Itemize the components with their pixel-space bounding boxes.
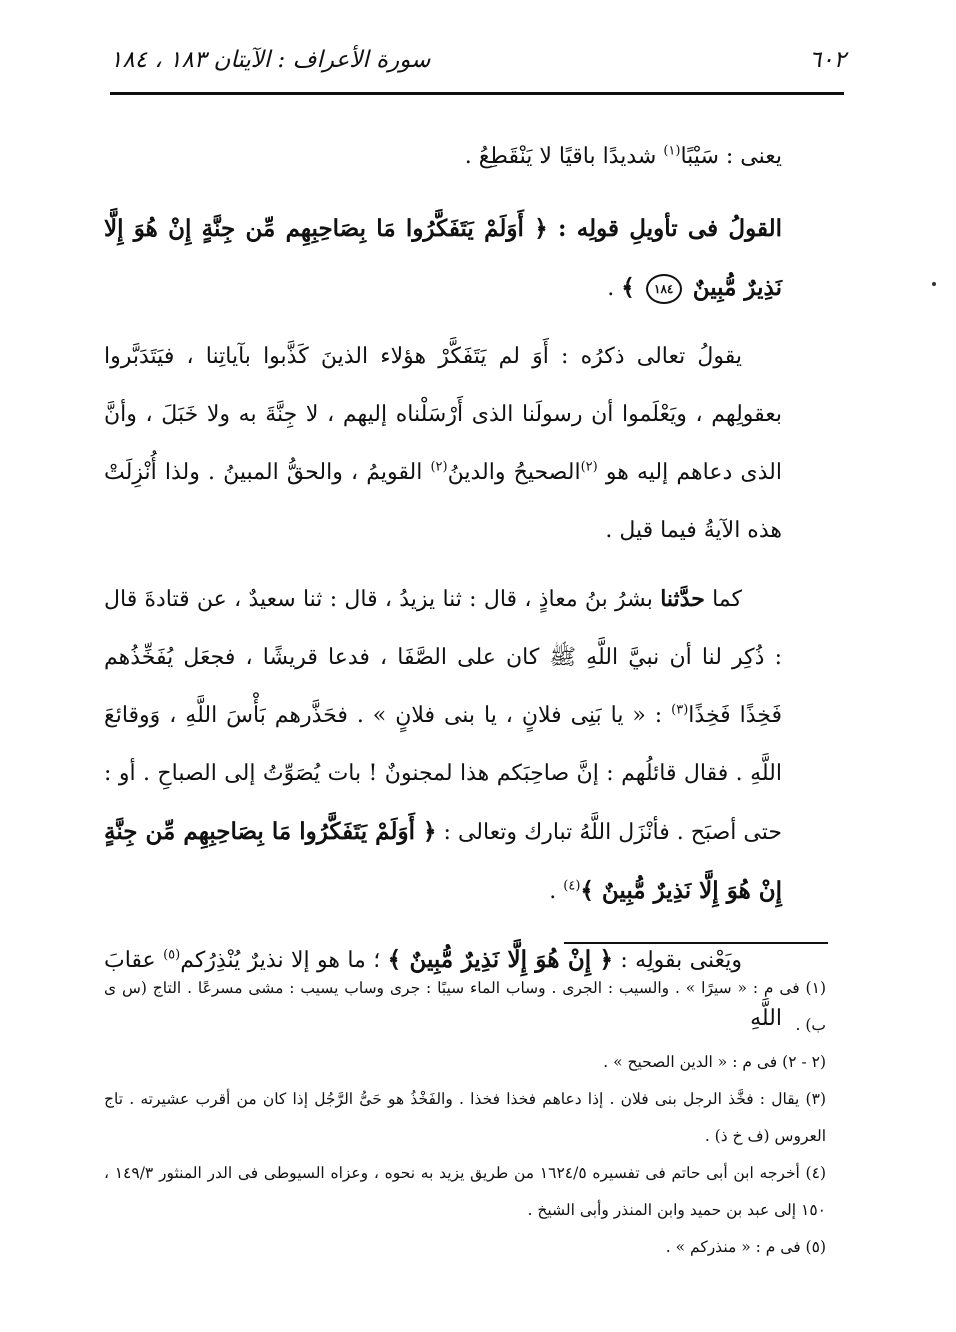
header-divider <box>110 92 844 95</box>
quran-verse: ﴿ أَوَلَمْ يَتَفَكَّرُوا مَا بِصَاحِبِهِم مِّن جِنَّةٍ إِنْ هُوَ إِلَّا نَذِيرٌ مُّبِينٌ <box>104 215 782 301</box>
running-title: سورة الأعراف : الآيتان ١٨٣ ، ١٨٤ <box>110 47 431 73</box>
section-heading: القولُ فى تأويلِ قولِه : <box>547 215 782 242</box>
footnote-5: (٥) فى م : « منذركم » . <box>665 1238 826 1256</box>
paragraph-gloss: يعنى : سَيْبًا$^{(١)}$ شديدًا باقيًا لا يَنْقَطِعُ . <box>464 143 782 169</box>
quran-verse: ﴿ إِنْ هُوَ إِلَّا نَذِيرٌ مُّبِينٌ ﴾ <box>387 946 613 973</box>
footnote-ref-2-close: (٢) <box>430 459 448 475</box>
paragraph-narration: كما حدَّثنا بشرُ بنُ معاذٍ ، قال : ثنا يزيدُ ، قال : ثنا سعيدٌ ، عن قتادةَ قال : ذُكِر لنا أن نبيَّ اللَّهِ ﷺ كان على الصَّفَا ، فدعا قريشًا ، فجعَل يُفَخِّذُهم فَخِذًا فَخِذًا$^{(٣)}$ : « يا بَنِى فلانٍ ، يا بنى فلانٍ » . فحَذَّرهم بَأْسَ اللَّهِ ، وَوقائعَ اللَّهِ . فقال قائلُهم : إنَّ صاحِبَكم هذا لمجنونٌ ! بات يُصَوِّتُ إلى الصباحِ . أو : حتى أصبَح . فأنْزَل اللَّهُ تبارك وتعالى : ﴿ أَوَلَمْ يَتَفَكَّرُوا مَا بِصَاحِبِهِم مِّن جِنَّةٍ إِنْ هُوَ إِلَّا نَذِيرٌ مُّبِينٌ ﴾$^{(٤)}$ . <box>104 586 783 904</box>
footnote-ref-5: (٥) <box>163 947 181 963</box>
main-text <box>104 128 782 1048</box>
page-header <box>110 38 846 82</box>
page-number: ٦٠٢ <box>808 47 846 73</box>
paragraph-commentary: يقولُ تعالى ذكرُه : أَوَ لم يَتَفَكَّرْ هؤلاء الذينَ كَذَّبوا بآياتِنا ، فيَتَدَبَّروا بعقولِهم ، ويَعْلَموا أن رسولَنا الذى أَرْسَلْناه إليهم ، لا جِنَّةَ به ولا خَبَلَ ، وأنَّ الذى دعاهم إليه هو $^{(٢)}$الصحيحُ والدينُ$^{(٢)}$ القويمُ ، والحقُّ المبينُ . ولذا أُنْزِلَتْ هذه الآيةُ فيما قيل . <box>104 344 782 543</box>
footnote-ref-1: (١) <box>663 143 681 159</box>
footnote-ref-3: (٣) <box>671 702 689 718</box>
footnote-4: (٤) أخرجه ابن أبى حاتم فى تفسيره ١٦٢٤/٥ من طريق يزيد به نحوه ، وعزاه السيوطى فى الدر المنثور ١٤٩/٣ ، ١٥٠ إلى عبد بن حميد وابن المنذر وأبى الشيخ . <box>104 1164 826 1219</box>
print-speck <box>932 282 936 286</box>
footnote-divider <box>564 942 828 944</box>
ayah-number-marker: ١٨٤ <box>646 274 682 304</box>
footnote-ref-4: (٤) <box>563 878 581 894</box>
footnote-ref-2-open: (٢) <box>580 459 598 475</box>
footnote-2: (٢ - ٢) فى م : « الدين الصحيح » . <box>603 1053 826 1071</box>
footnotes <box>104 970 826 1266</box>
narration-keyword: حدَّثنا <box>660 586 705 612</box>
quran-verse: ﴿ أَوَلَمْ يَتَفَكَّرُوا مَا بِصَاحِبِهِم مِّن جِنَّةٍ إِنْ هُوَ إِلَّا نَذِيرٌ مُّبِينٌ ﴾ <box>104 818 782 904</box>
paragraph-heading: القولُ فى تأويلِ قولِه : ﴿ أَوَلَمْ يَتَفَكَّرُوا مَا بِصَاحِبِهِم مِّن جِنَّةٍ إِنْ هُوَ إِلَّا نَذِيرٌ مُّبِينٌ ١٨٤ ﴾ . <box>104 200 782 318</box>
footnote-1: (١) فى م : « سيرًا » . والسيب : الجرى . وساب الماء سيبًا : جرى وساب يسيب : مشى مسرعًا . التاج (س ى ب) . <box>104 979 826 1034</box>
footnote-3: (٣) يقال : فخَّذ الرجل بنى فلان . إذا دعاهم فخذا فخذا . والفَخْذُ هو حَىُّ الرَّجُل إذا كان من أقرب عشيرته . تاج العروس (ف خ ذ) . <box>104 1090 826 1145</box>
paragraph-explanation: ويَعْنى بقولِه : ﴿ إِنْ هُوَ إِلَّا نَذِيرٌ مُّبِينٌ ﴾ ؛ ما هو إلا نذيرٌ يُنْذِرُكم$^{(٥)}$ عقابَ اللَّهِ <box>104 946 782 1031</box>
